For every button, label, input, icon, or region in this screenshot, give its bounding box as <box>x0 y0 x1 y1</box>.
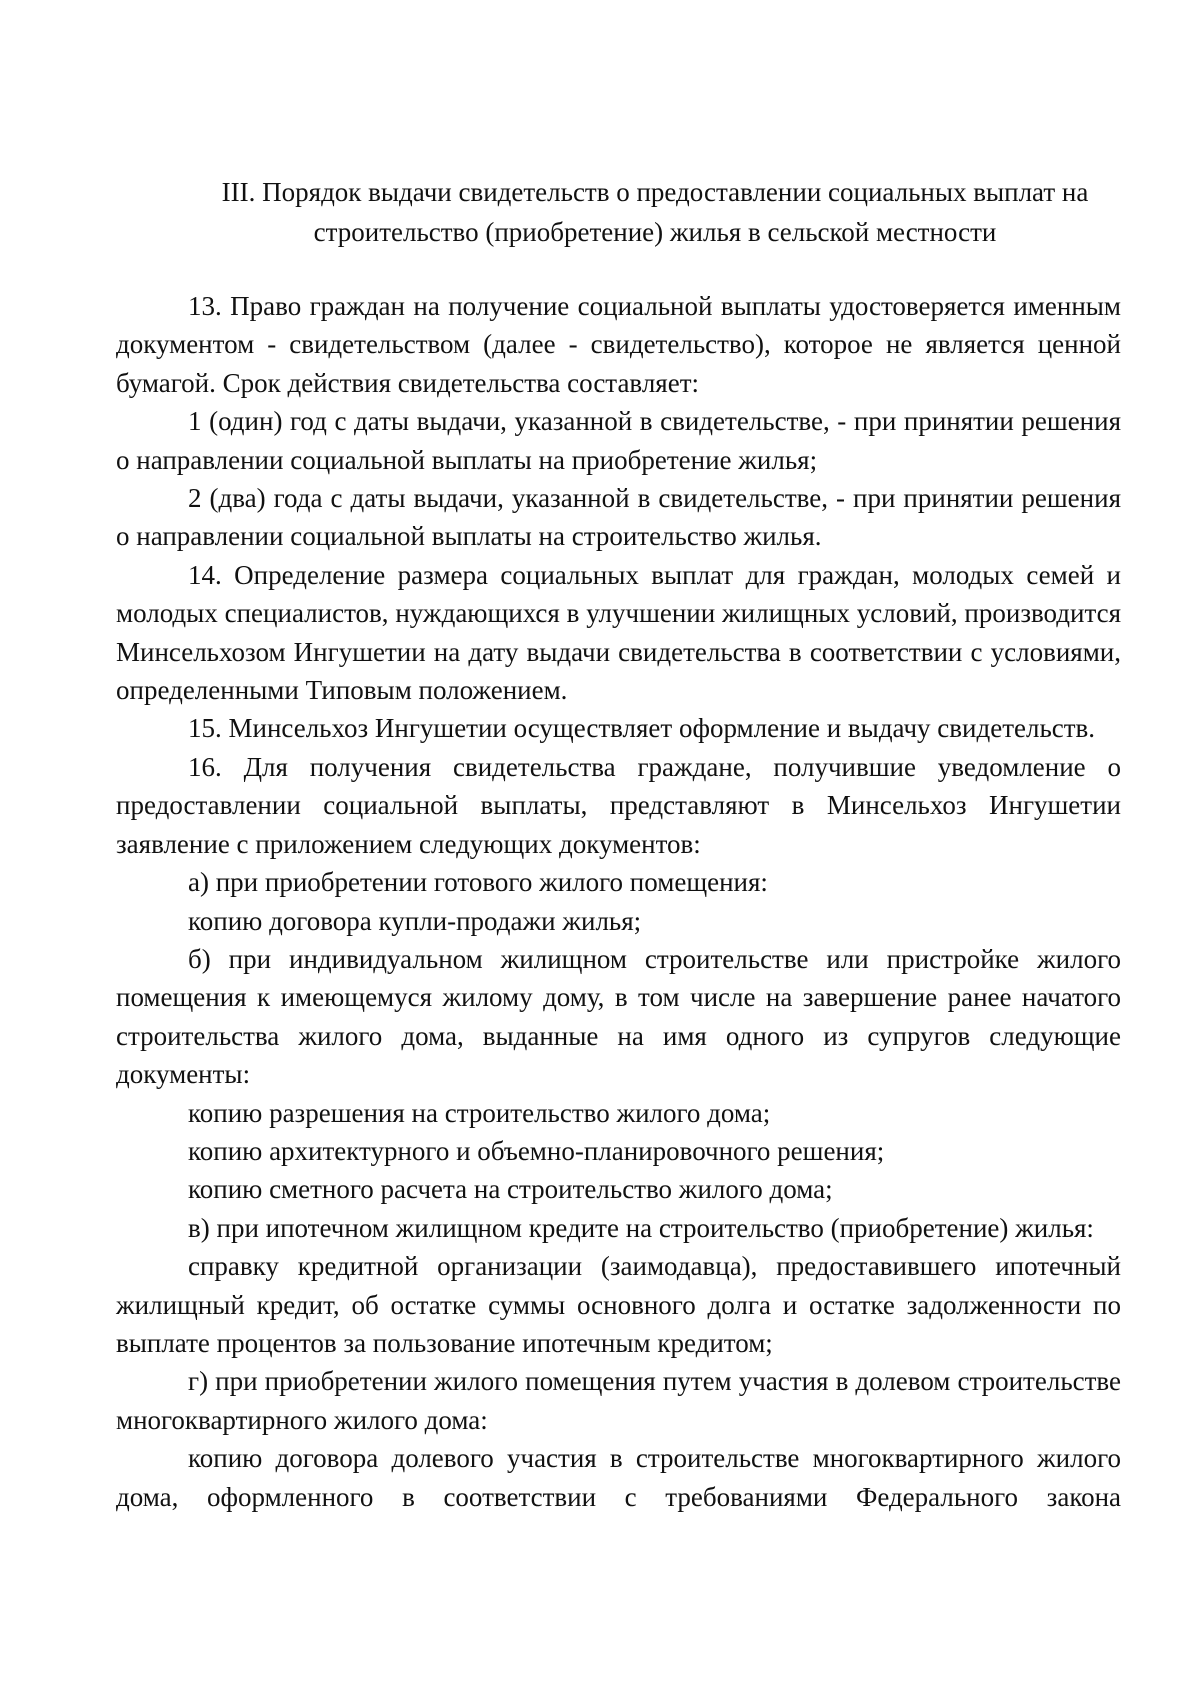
paragraph-item-b-doc-2: копию архитектурного и объемно-планировочного решения; <box>188 1135 885 1166</box>
paragraph-item-a-doc: копию договора купли-продажи жилья; <box>188 905 642 936</box>
paragraph-term-two-years: 2 (два) года с даты выдачи, указанной в свидетельстве, - при принятии решения о направлении социальной выплаты на строительство жилья. <box>116 483 1121 552</box>
section-heading-line-2: строительство (приобретение) жилья в сельской местности <box>313 217 997 247</box>
paragraph-item-v: в) при ипотечном жилищном кредите на строительство (приобретение) жилья: <box>188 1212 1094 1243</box>
paragraph-14: 14. Определение размера социальных выплат для граждан, молодых семей и молодых специалистов, нуждающихся в улучшении жилищных условий, производится Минсельхозом Ингушетии на дату выдачи свидетельства в соответствии с условиями, определенными Типовым положением. <box>116 559 1121 706</box>
section-heading <box>160 172 1150 252</box>
paragraph-13: 13. Право граждан на получение социальной выплаты удостоверяется именным документом - свидетельством (далее - свидетельство), которое не является ценной бумагой. Срок действия свидетельства составляет: <box>116 291 1121 398</box>
paragraph-item-a: а) при приобретении готового жилого помещения: <box>188 867 768 898</box>
paragraph-15: 15. Минсельхоз Ингушетии осуществляет оформление и выдачу свидетельств. <box>188 713 1096 744</box>
paragraph-16: 16. Для получения свидетельства граждане, получившие уведомление о предоставлении социальной выплаты, представляют в Минсельхоз Ингушетии заявление с приложением следующих документов: <box>116 751 1121 859</box>
section-heading-line-1: III. Порядок выдачи свидетельств о предоставлении социальных выплат на <box>221 177 1089 207</box>
paragraph-item-b-doc-3: копию сметного расчета на строительство жилого дома; <box>188 1174 833 1205</box>
paragraph-item-b-doc-1: копию разрешения на строительство жилого дома; <box>188 1097 771 1128</box>
paragraph-item-g: г) при приобретении жилого помещения путем участия в долевом строительстве многоквартирного жилого дома: <box>116 1366 1121 1435</box>
paragraph-term-one-year: 1 (один) год с даты выдачи, указанной в свидетельстве, - при принятии решения о направлении социальной выплаты на приобретение жилья; <box>116 406 1121 475</box>
document-body <box>116 287 1121 1516</box>
paragraph-item-v-doc: справку кредитной организации (заимодавца), предоставившего ипотечный жилищный кредит, об остатке суммы основного долга и остатке задолженности по выплате процентов за пользование ипотечным кредитом; <box>116 1251 1121 1358</box>
paragraph-item-g-doc: копию договора долевого участия в строительстве многоквартирного жилого дома, оформленного в соответствии с требованиями Федерального закона <box>116 1443 1121 1512</box>
paragraph-item-b: б) при индивидуальном жилищном строительстве или пристройке жилого помещения к имеющемуся жилому дому, в том числе на завершение ранее начатого строительства жилого дома, выданные на имя одного из супругов следующие документы: <box>116 943 1121 1090</box>
